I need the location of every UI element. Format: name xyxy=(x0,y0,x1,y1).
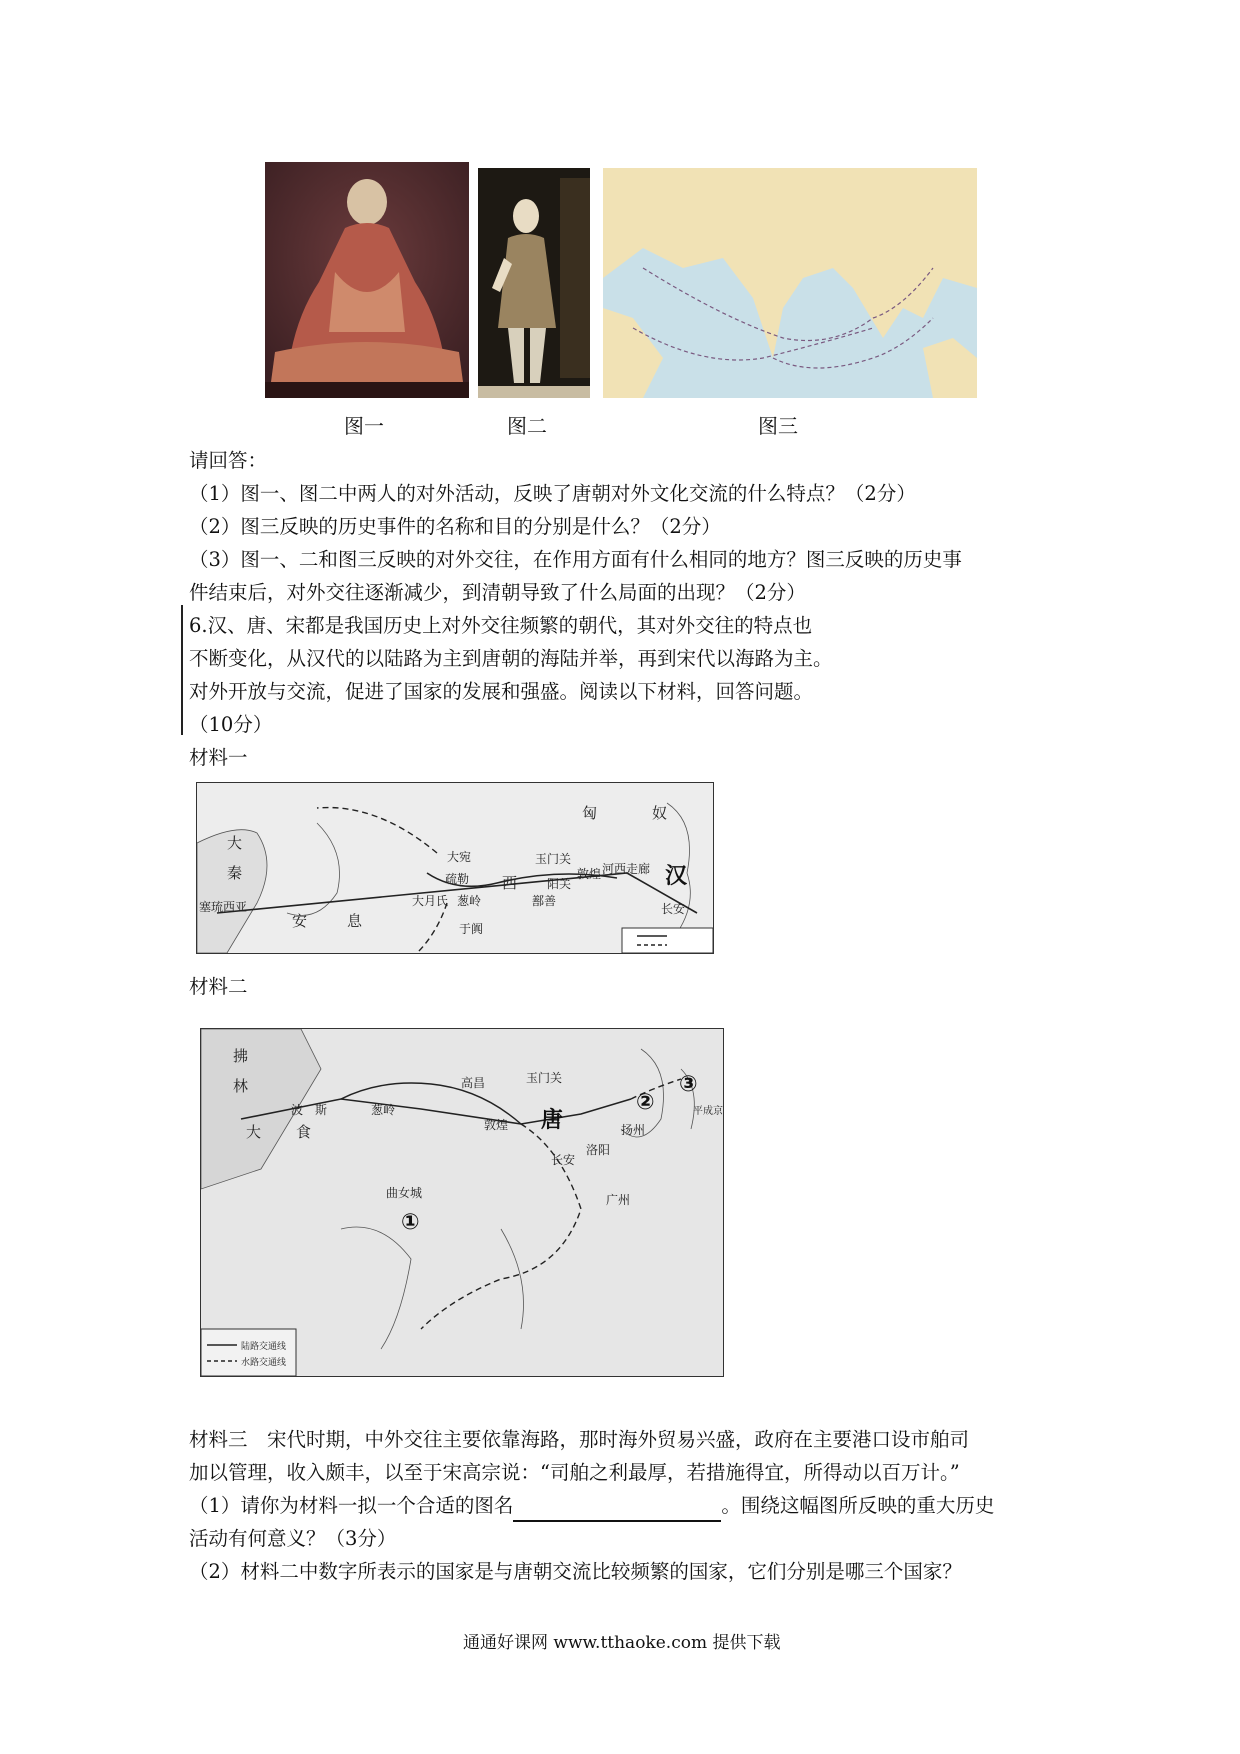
map2-label-lin: 林 xyxy=(233,1077,249,1095)
map1-label-dunhuang: 敦煌 xyxy=(577,867,602,881)
q5-question-2: （2）图三反映的历史事件的名称和目的分别是什么？（2分） xyxy=(189,515,721,538)
figure-2-portrait-painting xyxy=(478,168,590,398)
figure-3-sea-route-map xyxy=(603,168,977,398)
map2-label-dunhuang: 敦煌 xyxy=(484,1118,509,1132)
tang-map-svg xyxy=(201,1029,723,1376)
material-2-tang-exchange-map xyxy=(200,1028,724,1377)
q6-intro-line-1: 6.汉、唐、宋都是我国历史上对外交往频繁的朝代，其对外交往的特点也 xyxy=(189,614,813,637)
map2-label-shi: 食 xyxy=(296,1123,312,1141)
figure-2-caption: 图二 xyxy=(507,414,547,438)
map2-label-yangzhou: 扬州 xyxy=(621,1123,646,1137)
map2-label-changan: 长安 xyxy=(551,1153,576,1167)
q6-intro-line-3: 对外开放与交流，促进了国家的发展和强盛。阅读以下材料，回答问题。 xyxy=(189,680,814,703)
material-3-line-2: 加以管理，收入颇丰，以至于宋高宗说：“司舶之利最厚，若措施得宜，所得动以百万计。” xyxy=(189,1461,960,1484)
q6-question-2: （2）材料二中数字所表示的国家是与唐朝交流比较频繁的国家，它们分别是哪三个国家？ xyxy=(189,1560,962,1583)
map1-label-yumenguan: 玉门关 xyxy=(535,852,572,866)
map1-label-seleucia: 塞琉西亚 xyxy=(199,900,248,914)
map1-label-dayuezhi: 大月氏 xyxy=(412,894,449,908)
map2-label-congling: 葱岭 xyxy=(371,1103,396,1117)
q5-question-1: （1）图一、图二中两人的对外活动，反映了唐朝对外文化交流的什么特点？（2分） xyxy=(189,482,916,505)
map2-label-luoyang: 洛阳 xyxy=(586,1143,611,1157)
figure-1-caption: 图一 xyxy=(344,414,384,438)
map2-legend-sea: 水路交通线 xyxy=(241,1358,287,1368)
map2-label-yumenguan: 玉门关 xyxy=(526,1071,563,1085)
map2-label-qunucheng: 曲女城 xyxy=(386,1186,423,1200)
q6-question-1-suffix: 。围绕这幅图所反映的重大历史 xyxy=(721,1494,995,1517)
material-1-silk-road-map xyxy=(196,782,714,954)
map2-label-num1: ① xyxy=(401,1210,420,1235)
silk-road-map-svg xyxy=(197,783,713,953)
material-3-line-1: 材料三 宋代时期，中外交往主要依靠海路，那时海外贸易兴盛，政府在主要港口设市舶司 xyxy=(189,1428,970,1451)
map1-label-xi-region: 西 xyxy=(502,874,518,892)
map1-label-xiongnu-1: 匈 xyxy=(582,804,598,822)
map1-label-da: 大 xyxy=(227,834,243,852)
q6-question-1-line-1 xyxy=(189,1489,994,1522)
q5-question-3-line-2: 件结束后，对外交往逐渐减少，到清朝导致了什么局面的出现？（2分） xyxy=(189,581,806,604)
map1-label-dayuan: 大宛 xyxy=(447,850,472,864)
q5-intro: 请回答： xyxy=(189,449,268,472)
q6-intro-line-4: （10分） xyxy=(189,713,273,736)
title-answer-blank[interactable] xyxy=(513,1498,721,1522)
q6-intro-line-2: 不断变化，从汉代的以陆路为主到唐朝的海陆并举，再到宋代以海路为主。 xyxy=(189,647,833,670)
map2-label-num2: ② xyxy=(636,1090,655,1115)
map2-label-guangzhou: 广州 xyxy=(606,1193,631,1207)
map1-label-hexi: 河西走廊 xyxy=(602,862,651,876)
page-footer: 通通好课网 www.tthaoke.com 提供下载 xyxy=(463,1633,781,1653)
map2-label-bosi: 波 斯 xyxy=(291,1103,328,1117)
figure-3-caption: 图三 xyxy=(758,414,798,438)
q6-question-1-prefix: （1）请你为材料一拟一个合适的图名 xyxy=(189,1494,514,1517)
map1-label-changan: 长安 xyxy=(661,902,686,916)
map1-label-an: 安 xyxy=(292,912,308,930)
portrait-image xyxy=(478,168,590,398)
map1-label-xiongnu-2: 奴 xyxy=(652,804,668,822)
map1-label-yangguan: 阳关 xyxy=(547,877,572,891)
map1-label-qin: 秦 xyxy=(227,864,243,882)
map1-label-shanshan: 鄯善 xyxy=(532,894,557,908)
map1-label-xi: 息 xyxy=(347,912,363,930)
map1-label-congling: 葱岭 xyxy=(457,894,482,908)
zheng-he-voyage-map xyxy=(603,168,977,398)
figure-1-monk-statue xyxy=(265,162,469,398)
monk-statue-image xyxy=(265,162,469,398)
q5-question-3-line-1: （3）图一、二和图三反映的对外交往，在作用方面有什么相同的地方？图三反映的历史事 xyxy=(189,548,962,571)
map2-legend-land: 陆路交通线 xyxy=(241,1342,287,1352)
map1-label-han: 汉 xyxy=(665,864,688,889)
map2-label-num3: ③ xyxy=(679,1072,698,1097)
map1-label-yutian: 于阗 xyxy=(459,922,484,936)
map2-label-da: 大 xyxy=(246,1123,262,1141)
revision-margin-bar xyxy=(181,605,183,735)
material-1-label: 材料一 xyxy=(189,746,248,769)
material-2-label: 材料二 xyxy=(189,975,248,998)
map2-label-fu: 拂 xyxy=(233,1047,249,1065)
map1-label-shule: 疏勒 xyxy=(445,872,470,886)
q6-question-1-line-2: 活动有何意义？（3分） xyxy=(189,1527,397,1550)
map2-label-tang: 唐 xyxy=(541,1108,564,1133)
map2-label-gaochang: 高昌 xyxy=(461,1076,486,1090)
map2-label-pingchengjing: 平成京 xyxy=(693,1106,723,1117)
